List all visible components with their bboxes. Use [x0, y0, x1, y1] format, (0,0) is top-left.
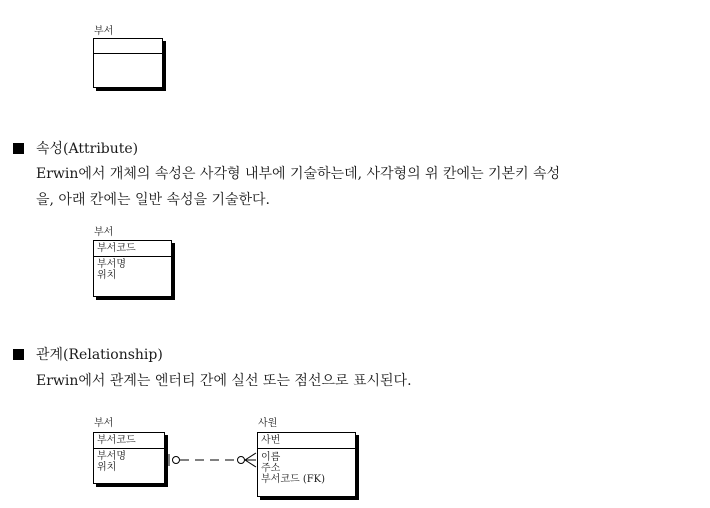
- section-heading-relationship: 관계(Relationship): [36, 347, 163, 363]
- entity-name-emp: 사원: [258, 418, 278, 429]
- entity-box-dept: [93, 240, 172, 297]
- zero-circle-mark: [173, 457, 180, 464]
- relationship-connector: [164, 450, 258, 470]
- crow-foot-line: [245, 460, 256, 467]
- paragraph-line: Erwin에서 관계는 엔터티 간에 실선 또는 점선으로 표시된다.: [36, 373, 412, 389]
- entity-name-dept-empty: 부서: [94, 26, 114, 37]
- paragraph-line: 을, 아래 칸에는 일반 속성을 기술한다.: [36, 192, 271, 208]
- entity-key-attr: 사번: [258, 433, 355, 449]
- entity-attr: 부서명: [97, 259, 126, 270]
- entity-attr: 위치: [97, 270, 117, 281]
- entity-name-dept: 부서: [94, 227, 114, 238]
- entity-attr: 주소: [261, 463, 281, 474]
- paragraph-line: Erwin에서 개체의 속성은 사각형 내부에 기술하는데, 사각형의 위 칸에는 기본키 속성: [36, 166, 561, 182]
- entity-attr: 부서코드 (FK): [261, 474, 326, 485]
- entity-key-attr: 부서코드: [94, 241, 171, 257]
- entity-key-attr: 부서코드: [94, 433, 164, 449]
- crow-foot-line: [245, 453, 256, 460]
- entity-attr: 이름: [261, 452, 281, 463]
- entity-box-dept-empty: [93, 38, 163, 88]
- entity-attr: 위치: [97, 462, 117, 473]
- entity-key-section: [94, 39, 162, 54]
- entity-attr: 부서명: [97, 451, 126, 462]
- entity-box-emp: [257, 432, 356, 497]
- entity-name-dept-rel: 부서: [94, 418, 114, 429]
- bullet-square-icon: [13, 349, 24, 360]
- zero-circle-mark: [238, 457, 245, 464]
- section-heading-attribute: 속성(Attribute): [36, 141, 139, 157]
- entity-box-dept-rel: [93, 432, 165, 484]
- bullet-square-icon: [13, 143, 24, 154]
